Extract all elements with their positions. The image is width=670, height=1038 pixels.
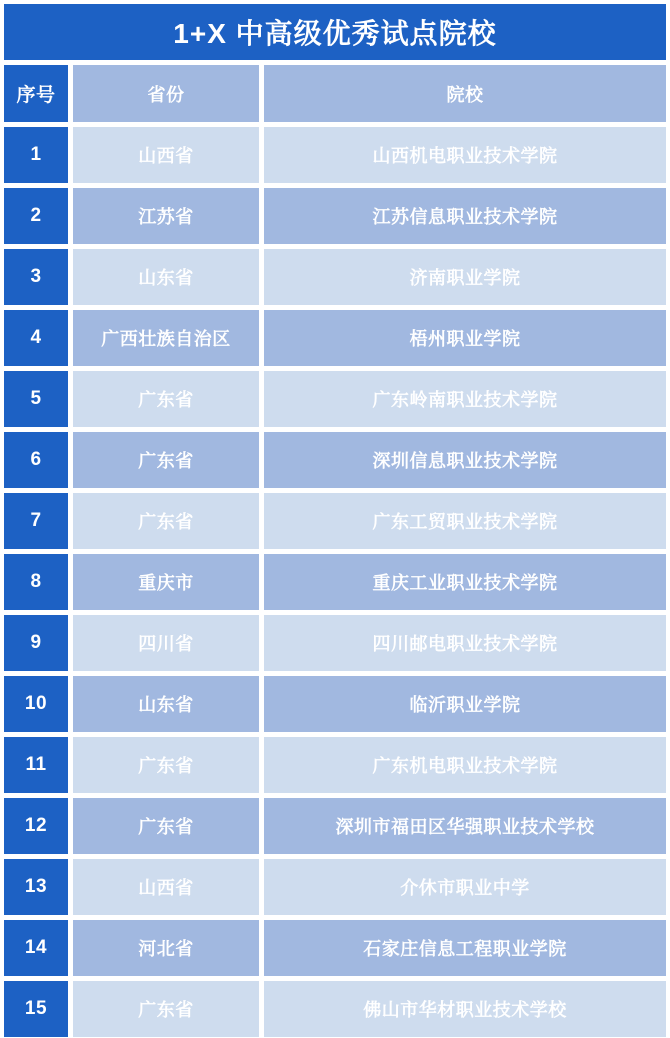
row-province-cell: 广东省	[73, 737, 259, 793]
row-school-cell: 石家庄信息工程职业学院	[264, 920, 666, 976]
row-province-cell: 河北省	[73, 920, 259, 976]
row-province-cell: 广东省	[73, 493, 259, 549]
row-province-cell: 山西省	[73, 127, 259, 183]
row-index-cell: 13	[4, 859, 68, 915]
table-row	[4, 737, 666, 793]
row-province-cell: 江苏省	[73, 188, 259, 244]
row-school-cell: 临沂职业学院	[264, 676, 666, 732]
table-row	[4, 310, 666, 366]
table-header-row	[4, 65, 666, 122]
header-index: 序号	[4, 65, 68, 122]
row-school-cell: 江苏信息职业技术学院	[264, 188, 666, 244]
table-row	[4, 859, 666, 915]
row-index-cell: 10	[4, 676, 68, 732]
row-school-cell: 梧州职业学院	[264, 310, 666, 366]
row-school-cell: 深圳信息职业技术学院	[264, 432, 666, 488]
row-index-cell: 14	[4, 920, 68, 976]
row-province-cell: 山东省	[73, 249, 259, 305]
table-row	[4, 798, 666, 854]
row-province-cell: 山西省	[73, 859, 259, 915]
row-index-cell: 1	[4, 127, 68, 183]
table-row	[4, 981, 666, 1037]
row-province-cell: 广东省	[73, 432, 259, 488]
row-index-cell: 8	[4, 554, 68, 610]
row-index-cell: 4	[4, 310, 68, 366]
table-body	[4, 127, 666, 1037]
row-province-cell: 重庆市	[73, 554, 259, 610]
row-province-cell: 广西壮族自治区	[73, 310, 259, 366]
row-province-cell: 四川省	[73, 615, 259, 671]
row-province-cell: 山东省	[73, 676, 259, 732]
row-index-cell: 6	[4, 432, 68, 488]
row-index-cell: 5	[4, 371, 68, 427]
header-province: 省份	[73, 65, 259, 122]
row-school-cell: 深圳市福田区华强职业技术学校	[264, 798, 666, 854]
row-index-cell: 7	[4, 493, 68, 549]
row-school-cell: 山西机电职业技术学院	[264, 127, 666, 183]
table-row	[4, 920, 666, 976]
row-school-cell: 广东工贸职业技术学院	[264, 493, 666, 549]
table-row	[4, 188, 666, 244]
table-row	[4, 615, 666, 671]
row-index-cell: 9	[4, 615, 68, 671]
table-row	[4, 249, 666, 305]
row-school-cell: 佛山市华材职业技术学校	[264, 981, 666, 1037]
row-index-cell: 11	[4, 737, 68, 793]
table-title: 1+X 中高级优秀试点院校	[4, 4, 666, 60]
table-row	[4, 676, 666, 732]
row-index-cell: 3	[4, 249, 68, 305]
row-province-cell: 广东省	[73, 798, 259, 854]
row-index-cell: 12	[4, 798, 68, 854]
row-school-cell: 济南职业学院	[264, 249, 666, 305]
row-school-cell: 广东机电职业技术学院	[264, 737, 666, 793]
table-row	[4, 127, 666, 183]
table-row	[4, 554, 666, 610]
row-province-cell: 广东省	[73, 371, 259, 427]
row-school-cell: 四川邮电职业技术学院	[264, 615, 666, 671]
row-province-cell: 广东省	[73, 981, 259, 1037]
row-index-cell: 15	[4, 981, 68, 1037]
table-row	[4, 432, 666, 488]
header-school: 院校	[264, 65, 666, 122]
row-school-cell: 介休市职业中学	[264, 859, 666, 915]
table-row	[4, 493, 666, 549]
row-school-cell: 广东岭南职业技术学院	[264, 371, 666, 427]
row-school-cell: 重庆工业职业技术学院	[264, 554, 666, 610]
row-index-cell: 2	[4, 188, 68, 244]
table-row	[4, 371, 666, 427]
